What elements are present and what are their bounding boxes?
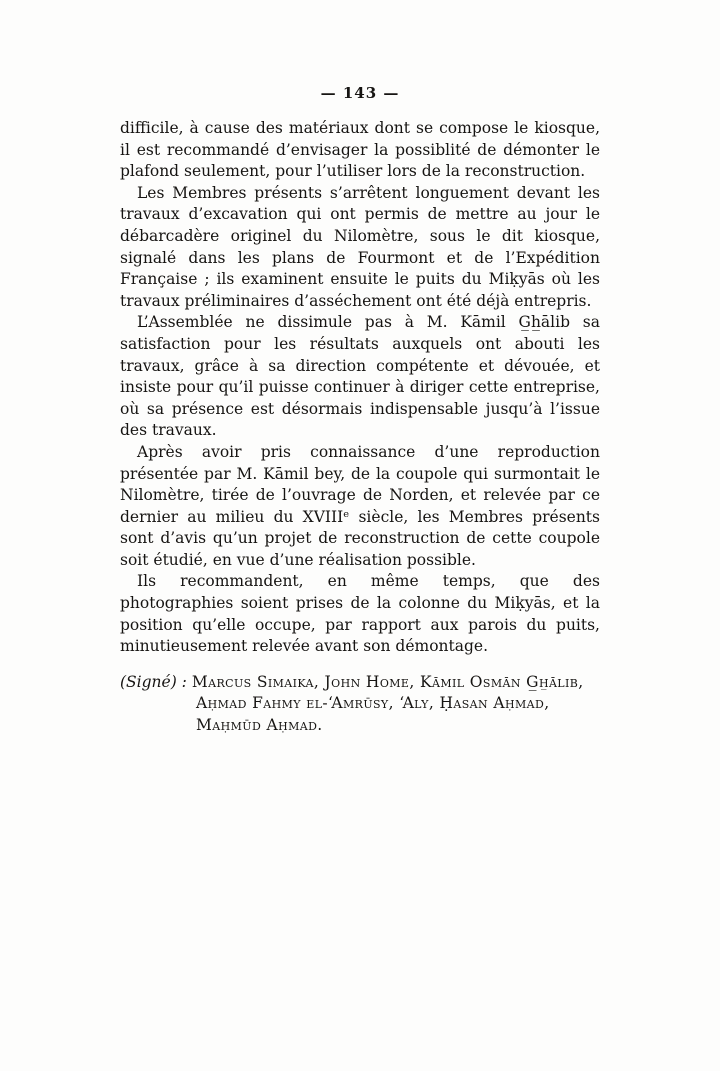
paragraph: L’Assemblée ne dissimule pas à M. Kāmil G̲h̲ālib sa satisfaction pour les résultats auxquels ont abouti les travaux, grâce à sa direction compétente et dévouée, et insiste pour qu’il puisse continuer à diriger cette entreprise, où sa présence est désormais indispensable jusqu’à l’issue des travaux. xyxy=(120,313,600,440)
paragraph: Après avoir pris connaissance d’une reproduction présentée par M. Kāmil bey, de la coupole qui surmontait le Nilomètre, tirée de l’ouvrage de Norden, et relevée par ce dernier au milieu du XVIIIᵉ siècle, les Membres présents sont d’avis qu’un projet de reconstruction de cette coupole soit étudié, en vue d’une réalisation possible. xyxy=(120,442,600,569)
page-number: — 143 — xyxy=(320,84,400,102)
signature-label: (Signé) : xyxy=(120,672,192,691)
paragraph: Ils recommandent, en même temps, que des photographies soient prises de la colonne du Miḳyās, et la position qu’elle occupe, par rapport aux parois du puits, minutieusement relevée avant son démontage. xyxy=(120,572,600,656)
page-body xyxy=(120,118,600,737)
signature-names: Marcus Simaika, John Home, Kāmil Osmān G̲h̲ālib, Aḥmad Fahmy el-‘Amrūsy, ‘Aly, Ḥasan Aḥmad, Maḥmūd Aḥmad. xyxy=(191,672,584,735)
paragraph: Les Membres présents s’arrêtent longuement devant les travaux d’excavation qui ont permis de mettre au jour le débarcadère originel du Nilomètre, sous le dit kiosque, signalé dans les plans de Fourmont et de l’Expédition Française ; ils examinent ensuite le puits du Miḳyās où les travaux préliminaires d’asséchement ont été déjà entrepris. xyxy=(120,183,600,310)
paragraph: difficile, à cause des matériaux dont se compose le kiosque, il est recommandé d’envisager la possiblité de démonter le plafond seulement, pour l’utiliser lors de la reconstruction. xyxy=(120,119,600,181)
signature-block xyxy=(120,672,600,737)
